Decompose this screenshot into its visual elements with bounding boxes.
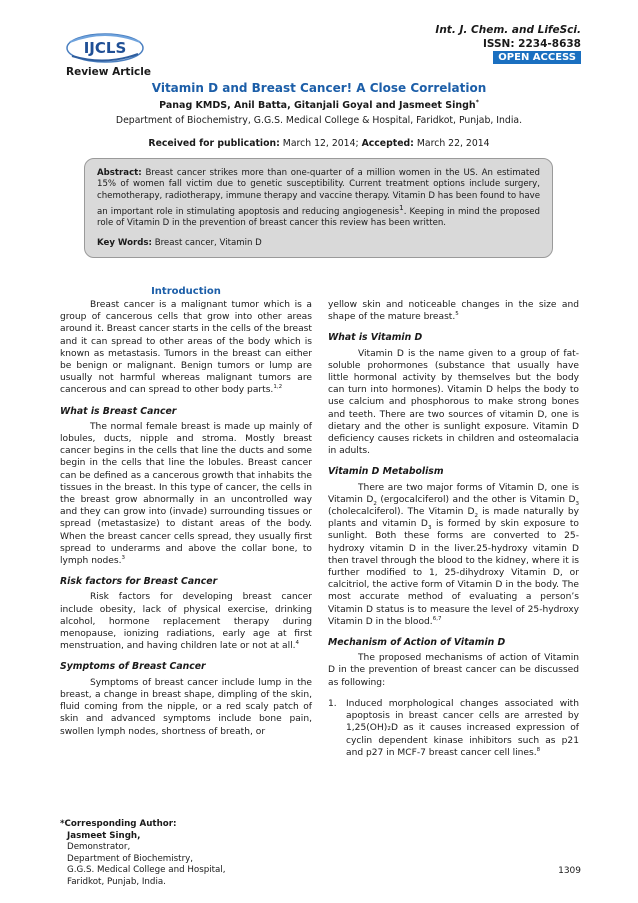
keywords [97, 238, 540, 249]
corresponding-line: Faridkot, Punjab, India. [67, 876, 166, 887]
metab-sub2b: 2 [474, 512, 478, 519]
keywords-label: Key Words: [97, 237, 152, 248]
logo-text: IJCLS [83, 39, 127, 57]
author-names: Panag KMDS, Anil Batta, Gitanjali Goyal and Jasmeet Singh [159, 100, 476, 112]
received-date: March 12, 2014; [282, 138, 359, 149]
intro-paragraph [60, 299, 312, 397]
list-ref: 8 [536, 746, 541, 753]
mechanism-paragraph: The proposed mechanisms of action of Vitamin D in the prevention of breast cancer can be discussed as following: [328, 653, 579, 688]
list-number: 1. [328, 698, 337, 709]
intro-ref: 1,2 [273, 384, 283, 391]
risk-ref: 4 [295, 640, 300, 647]
corresponding-author [60, 819, 226, 889]
vitamin-d-metabolism-heading: Vitamin D Metabolism [328, 466, 444, 478]
mechanism-heading: Mechanism of Action of Vitamin D [328, 637, 506, 649]
department: Department of Biochemistry, G.G.S. Medical College & Hospital, Faridkot, Punjab, India. [115, 115, 523, 126]
metab-a: There are two major forms of Vitamin D, one is Vitamin D [328, 482, 579, 505]
right-column [328, 299, 579, 759]
article-title: Vitamin D and Breast Cancer! A Close Correlation [151, 81, 487, 95]
metab-d: is made naturally by plants and vitamin D [328, 507, 579, 530]
publication-dates [0, 138, 638, 149]
metab-b: (ergocalciferol) and the other is Vitamin D [376, 494, 576, 505]
metabolism-paragraph [328, 482, 579, 628]
metab-sub2: 2 [373, 500, 377, 507]
keywords-text: Breast cancer, Vitamin D [154, 237, 262, 248]
vitamin-d-paragraph: Vitamin D is the name given to a group of fat-soluble prohormones (substance that usually have little hormonal activity by themselves but the body can turn into hormones). Vitamin D helps the body to use calcium and phosphorous to make strong bones and teeth. There are two sources of vitamin D, one is dietary and the other is sunlight exposure. Vitamin D deficiency causes rickets in children and osteomalacia in adults. [328, 348, 579, 457]
abstract-text: Breast cancer strikes more than one-quarter of a million women in the US. An estimated 15% of women fall victim due to genetic susceptibility. Current treatment options include surgery, chemotherapy, radiotherapy, immune therapy and vaccine therapy. Vitamin D has been found to have an important role in stimulating apoptosis and reducing angiogenesis [97, 168, 541, 218]
metab-ref: 6,7 [432, 615, 442, 622]
risk-factors-heading: Risk factors for Breast Cancer [60, 576, 218, 588]
issn: ISSN: 2234-8638 [482, 38, 581, 50]
what-text: The normal female breast is made up mainly of lobules, ducts, nipple and stroma. Mostly breast cancer begins in the cells that line the ducts and some begin in the cells that line the lobules. Breast cancer can be defined as a cancerous growth that inhabits the tissues in the breast. In this type of cancer, the cells in the breast grow abnormally in an uncontrolled way and they can grow into (invade) surrounding tissues or spread (metastasize) to distant areas of the body. When the breast cancer cells spread, they usually first spread to underarms and above the collar bone, to lymph nodes. [60, 421, 312, 567]
symptoms-paragraph: Symptoms of breast cancer include lump in the breast, a change in breast shape, dimpling of the skin, fluid coming from the nipple, or a red scaly patch of skin and advanced symptoms include bone pain, swollen lymph nodes, shortness of breath, or [60, 677, 312, 737]
what-paragraph [60, 421, 312, 567]
symptoms-heading: Symptoms of Breast Cancer [60, 661, 206, 673]
metab-sub3: 3 [575, 500, 579, 507]
abstract-paragraph [97, 168, 540, 230]
accepted-label: Accepted: [361, 138, 414, 149]
journal-logo [62, 26, 148, 66]
corresponding-line: Demonstrator, [67, 842, 131, 853]
author-mark: * [475, 99, 479, 106]
corresponding-line: G.G.S. Medical College and Hospital, [67, 865, 226, 876]
abstract-label: Abstract: [97, 168, 142, 178]
accepted-date: March 22, 2014 [416, 138, 490, 149]
received-label: Received for publication: [148, 138, 280, 149]
continued-text: yellow skin and noticeable changes in the size and shape of the mature breast. [328, 300, 579, 323]
what-ref: 3 [121, 555, 126, 562]
metab-sub3b: 3 [427, 525, 432, 532]
abstract-text-end: . Keeping in mind the proposed role of Vitamin D in the prevention of breast cancer this review has been written. [97, 207, 540, 229]
continued-ref: 5 [455, 311, 459, 318]
list-body: Induced morphological changes associated with apoptosis in breast cancer cells are arrested by 1,25(OH)₂D as it causes increased expression of cyclin dependent kinase inhibitors such as p21 and p27 in MCF-7 breast cancer cell lines. [346, 698, 579, 758]
metab-e: is formed by skin exposure to sunlight. Both these forms are converted to 25-hydroxy vitamin D in the liver.25-hydroxy vitamin D then travel through the blood to the kidney, where it is further modified to 1, 25-dihydroxy Vitamin D, or calcitriol, the active form of Vitamin D in the body. The most accurate method of evaluating a person’s Vitamin D status is to measure the level of 25-hydroxy Vitamin D in the blood. [328, 519, 580, 627]
logo-graphic [62, 26, 148, 66]
corresponding-label: *Corresponding Author: [60, 819, 177, 829]
what-is-breast-cancer-heading: What is Breast Cancer [60, 405, 177, 417]
list-text [346, 698, 579, 759]
abstract-ref: 1 [399, 203, 404, 213]
page-number: 1309 [558, 866, 581, 876]
continued-paragraph [328, 299, 579, 323]
article-type: Review Article [66, 66, 151, 78]
left-column [60, 299, 312, 738]
authors [0, 99, 638, 111]
what-is-vitamin-d-heading: What is Vitamin D [328, 332, 423, 344]
intro-text: Breast cancer is a malignant tumor which is a group of cancerous cells that grow into other areas around it. Breast cancer starts in the cells of the breast and it can spread to other areas of the body which is known as metastasis. Tumors in the breast can either be benign or malignant. Benign tumors or lump are usually not harmful whereas malignant tumors are cancerous and can spread to other body parts. [60, 300, 312, 396]
corresponding-line: Department of Biochemistry, [67, 853, 194, 864]
risk-paragraph [60, 591, 312, 652]
risk-text: Risk factors for developing breast cancer include obesity, lack of physical exercise, drinking alcohol, hormone replacement therapy during menopause, ionizing radiations, early age at first menstruation, and having children late or not at all. [60, 592, 312, 652]
abstract-box [84, 158, 553, 258]
corresponding-name: Jasmeet Singh, [67, 830, 141, 841]
introduction-heading: Introduction [151, 286, 221, 297]
open-access-badge: OPEN ACCESS [493, 51, 581, 64]
list-item [328, 698, 579, 759]
metab-c: (cholecalciferol). The Vitamin D [328, 507, 475, 518]
journal-name: Int. J. Chem. and LifeSci. [435, 24, 581, 36]
